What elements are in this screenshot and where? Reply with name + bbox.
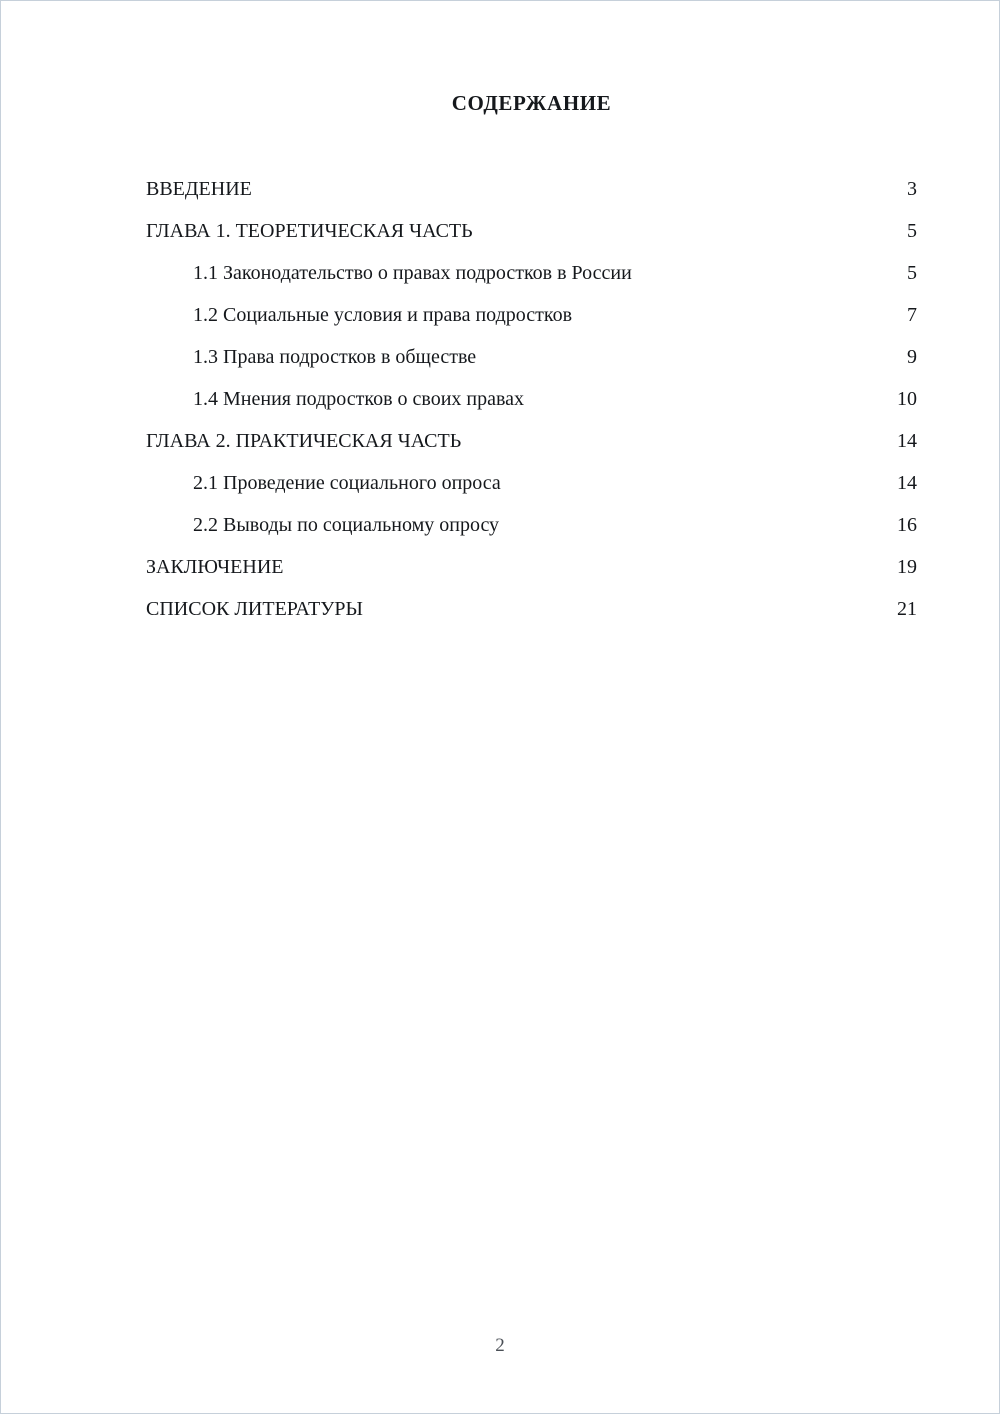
- toc-entry-page: 10: [897, 388, 917, 410]
- toc-entry-page: 14: [897, 472, 917, 494]
- toc-entry-page: 7: [907, 304, 917, 326]
- toc-row: [146, 210, 917, 252]
- toc-entry-label: 1.1 Законодательство о правах подростков в России: [193, 262, 632, 284]
- toc-entry-label: 1.2 Социальные условия и права подростков: [193, 304, 573, 326]
- toc-entry-page: 21: [897, 598, 917, 620]
- toc-entry-label: ГЛАВА 1. ТЕОРЕТИЧЕСКАЯ ЧАСТЬ: [146, 220, 473, 242]
- toc-entry-page: 5: [907, 220, 917, 242]
- toc-row: [146, 462, 917, 504]
- toc-list: [146, 168, 917, 630]
- toc-row: [146, 588, 917, 630]
- page-content: [1, 1, 999, 630]
- page-number: 2: [495, 1335, 505, 1356]
- toc-entry-page: 5: [907, 262, 917, 284]
- page-title: СОДЕРЖАНИЕ: [451, 91, 612, 115]
- toc-row: [146, 546, 917, 588]
- toc-entry-label: 1.4 Мнения подростков о своих правах: [193, 388, 525, 410]
- toc-entry-label: ГЛАВА 2. ПРАКТИЧЕСКАЯ ЧАСТЬ: [146, 430, 462, 452]
- toc-entry-label: 2.2 Выводы по социальному опросу: [193, 514, 500, 536]
- toc-row: [146, 336, 917, 378]
- toc-entry-label: СПИСОК ЛИТЕРАТУРЫ: [146, 598, 363, 620]
- toc-entry-page: 3: [907, 178, 917, 200]
- toc-entry-page: 9: [907, 346, 917, 368]
- toc-row: [146, 504, 917, 546]
- toc-entry-page: 16: [897, 514, 917, 536]
- toc-entry-label: 2.1 Проведение социального опроса: [193, 472, 501, 494]
- toc-entry-label: ЗАКЛЮЧЕНИЕ: [146, 556, 284, 578]
- toc-entry-label: ВВЕДЕНИЕ: [146, 178, 252, 200]
- toc-row: [146, 378, 917, 420]
- toc-entry-label: 1.3 Права подростков в обществе: [193, 346, 477, 368]
- toc-row: [146, 252, 917, 294]
- toc-row: [146, 420, 917, 462]
- toc-entry-page: 19: [897, 556, 917, 578]
- toc-entry-page: 14: [897, 430, 917, 452]
- toc-row: [146, 168, 917, 210]
- toc-row: [146, 294, 917, 336]
